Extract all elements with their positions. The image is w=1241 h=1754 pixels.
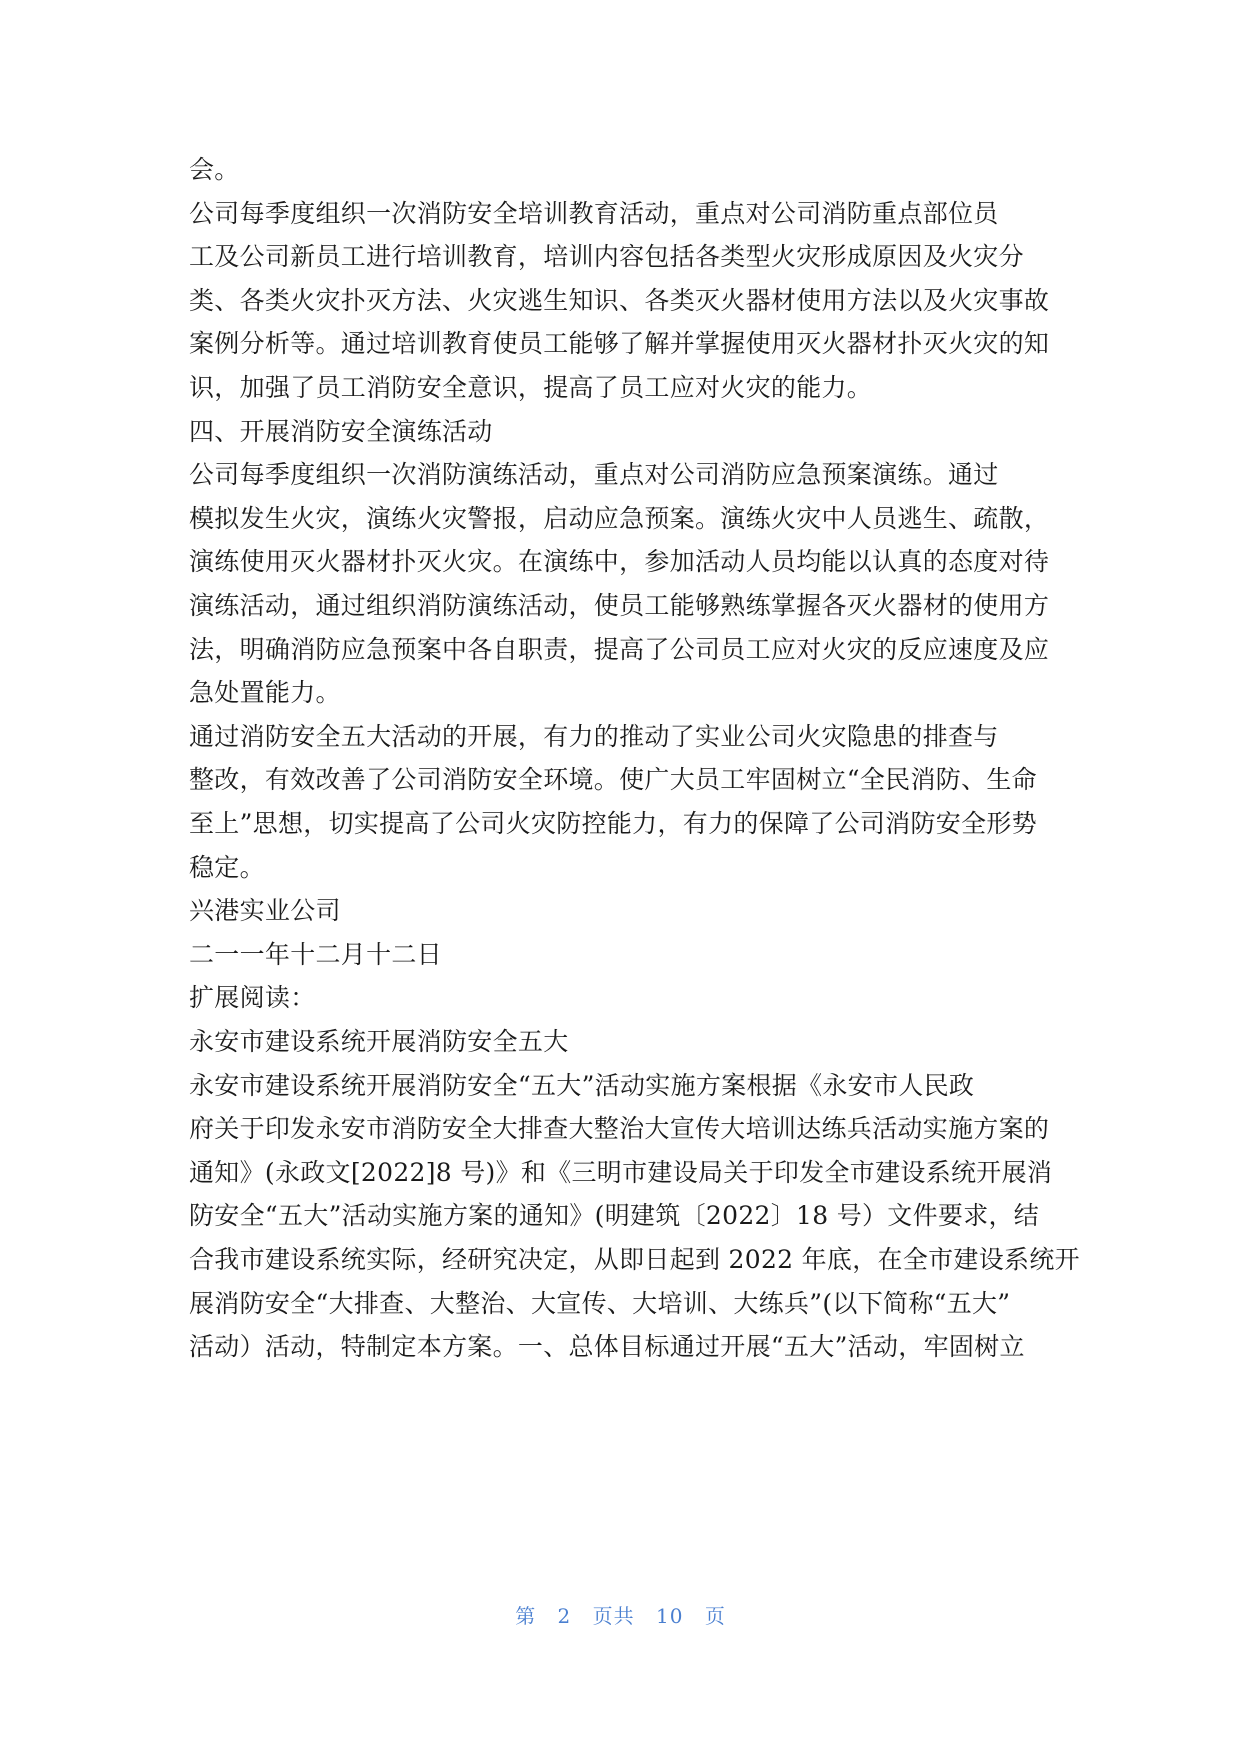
text-line: 永安市建设系统开展消防安全五大 xyxy=(189,1027,569,1056)
page-footer xyxy=(0,1600,1241,1629)
footer-page-number: 2 xyxy=(557,1604,572,1628)
footer-total-pages: 10 xyxy=(656,1604,684,1628)
footer-prefix: 第 xyxy=(515,1604,537,1628)
text-line: 整改，有效改善了公司消防安全环境。使广大员工牢固树立“全民消防、生命 xyxy=(189,765,1037,795)
text-line: 识，加强了员工消防安全意识，提高了员工应对火灾的能力。 xyxy=(189,373,873,402)
text-line: 工及公司新员工进行培训教育，培训内容包括各类型火灾形成原因及火灾分 xyxy=(189,242,1024,272)
text-line: 公司每季度组织一次消防演练活动，重点对公司消防应急预案演练。通过 xyxy=(189,460,999,490)
text-line: 通知》(永政文[2022]8 号)》和《三明市建设局关于印发全市建设系统开展消 xyxy=(189,1157,1053,1187)
text-line: 活动）活动，特制定本方案。一、总体目标通过开展“五大”活动，牢固树立 xyxy=(189,1332,1025,1362)
text-line: 至上”思想，切实提高了公司火灾防控能力，有力的保障了公司消防安全形势 xyxy=(189,809,1037,838)
text-line: 会。 xyxy=(189,155,240,184)
text-line: 通过消防安全五大活动的开展，有力的推动了实业公司火灾隐患的排查与 xyxy=(189,721,999,751)
text-line: 演练活动，通过组织消防演练活动，使员工能够熟练掌握各灭火器材的使用方 xyxy=(189,591,1050,620)
text-line: 稳定。 xyxy=(189,852,265,882)
text-line: 案例分析等。通过培训教育使员工能够了解并掌握使用灭火器材扑灭火灾的知 xyxy=(189,329,1050,359)
text-line: 类、各类火灾扑灭方法、火灾逃生知识、各类灭火器材使用方法以及火灾事故 xyxy=(189,285,1050,315)
text-line: 演练使用灭火器材扑灭火灾。在演练中，参加活动人员均能以认真的态度对待 xyxy=(189,547,1050,577)
text-line: 二一一年十二月十二日 xyxy=(189,939,443,969)
text-line: 四、开展消防安全演练活动 xyxy=(189,416,493,446)
text-line: 法，明确消防应急预案中各自职责，提高了公司员工应对火灾的反应速度及应 xyxy=(189,634,1050,664)
text-line: 公司每季度组织一次消防安全培训教育活动，重点对公司消防重点部位员 xyxy=(189,198,999,228)
footer-suffix: 页 xyxy=(704,1604,726,1628)
text-line: 急处置能力。 xyxy=(189,678,341,708)
text-line: 模拟发生火灾，演练火灾警报，启动应急预案。演练火灾中人员逃生、疏散， xyxy=(189,503,1050,533)
footer-mid: 页共 xyxy=(592,1604,635,1628)
text-line: 兴港实业公司 xyxy=(189,896,341,926)
text-line: 展消防安全“大排查、大整治、大宣传、大培训、大练兵”(以下简称“五大” xyxy=(189,1288,1011,1318)
text-line: 永安市建设系统开展消防安全“五大”活动实施方案根据《永安市人民政 xyxy=(189,1070,975,1100)
text-line: 合我市建设系统实际，经研究决定，从即日起到 2022 年底，在全市建设系统开 xyxy=(189,1245,1080,1274)
text-line: 府关于印发永安市消防安全大排查大整治大宣传大培训达练兵活动实施方案的 xyxy=(189,1114,1050,1144)
text-line: 防安全“五大”活动实施方案的通知》(明建筑〔2022〕18 号）文件要求，结 xyxy=(189,1201,1040,1231)
text-line: 扩展阅读： xyxy=(189,983,316,1013)
